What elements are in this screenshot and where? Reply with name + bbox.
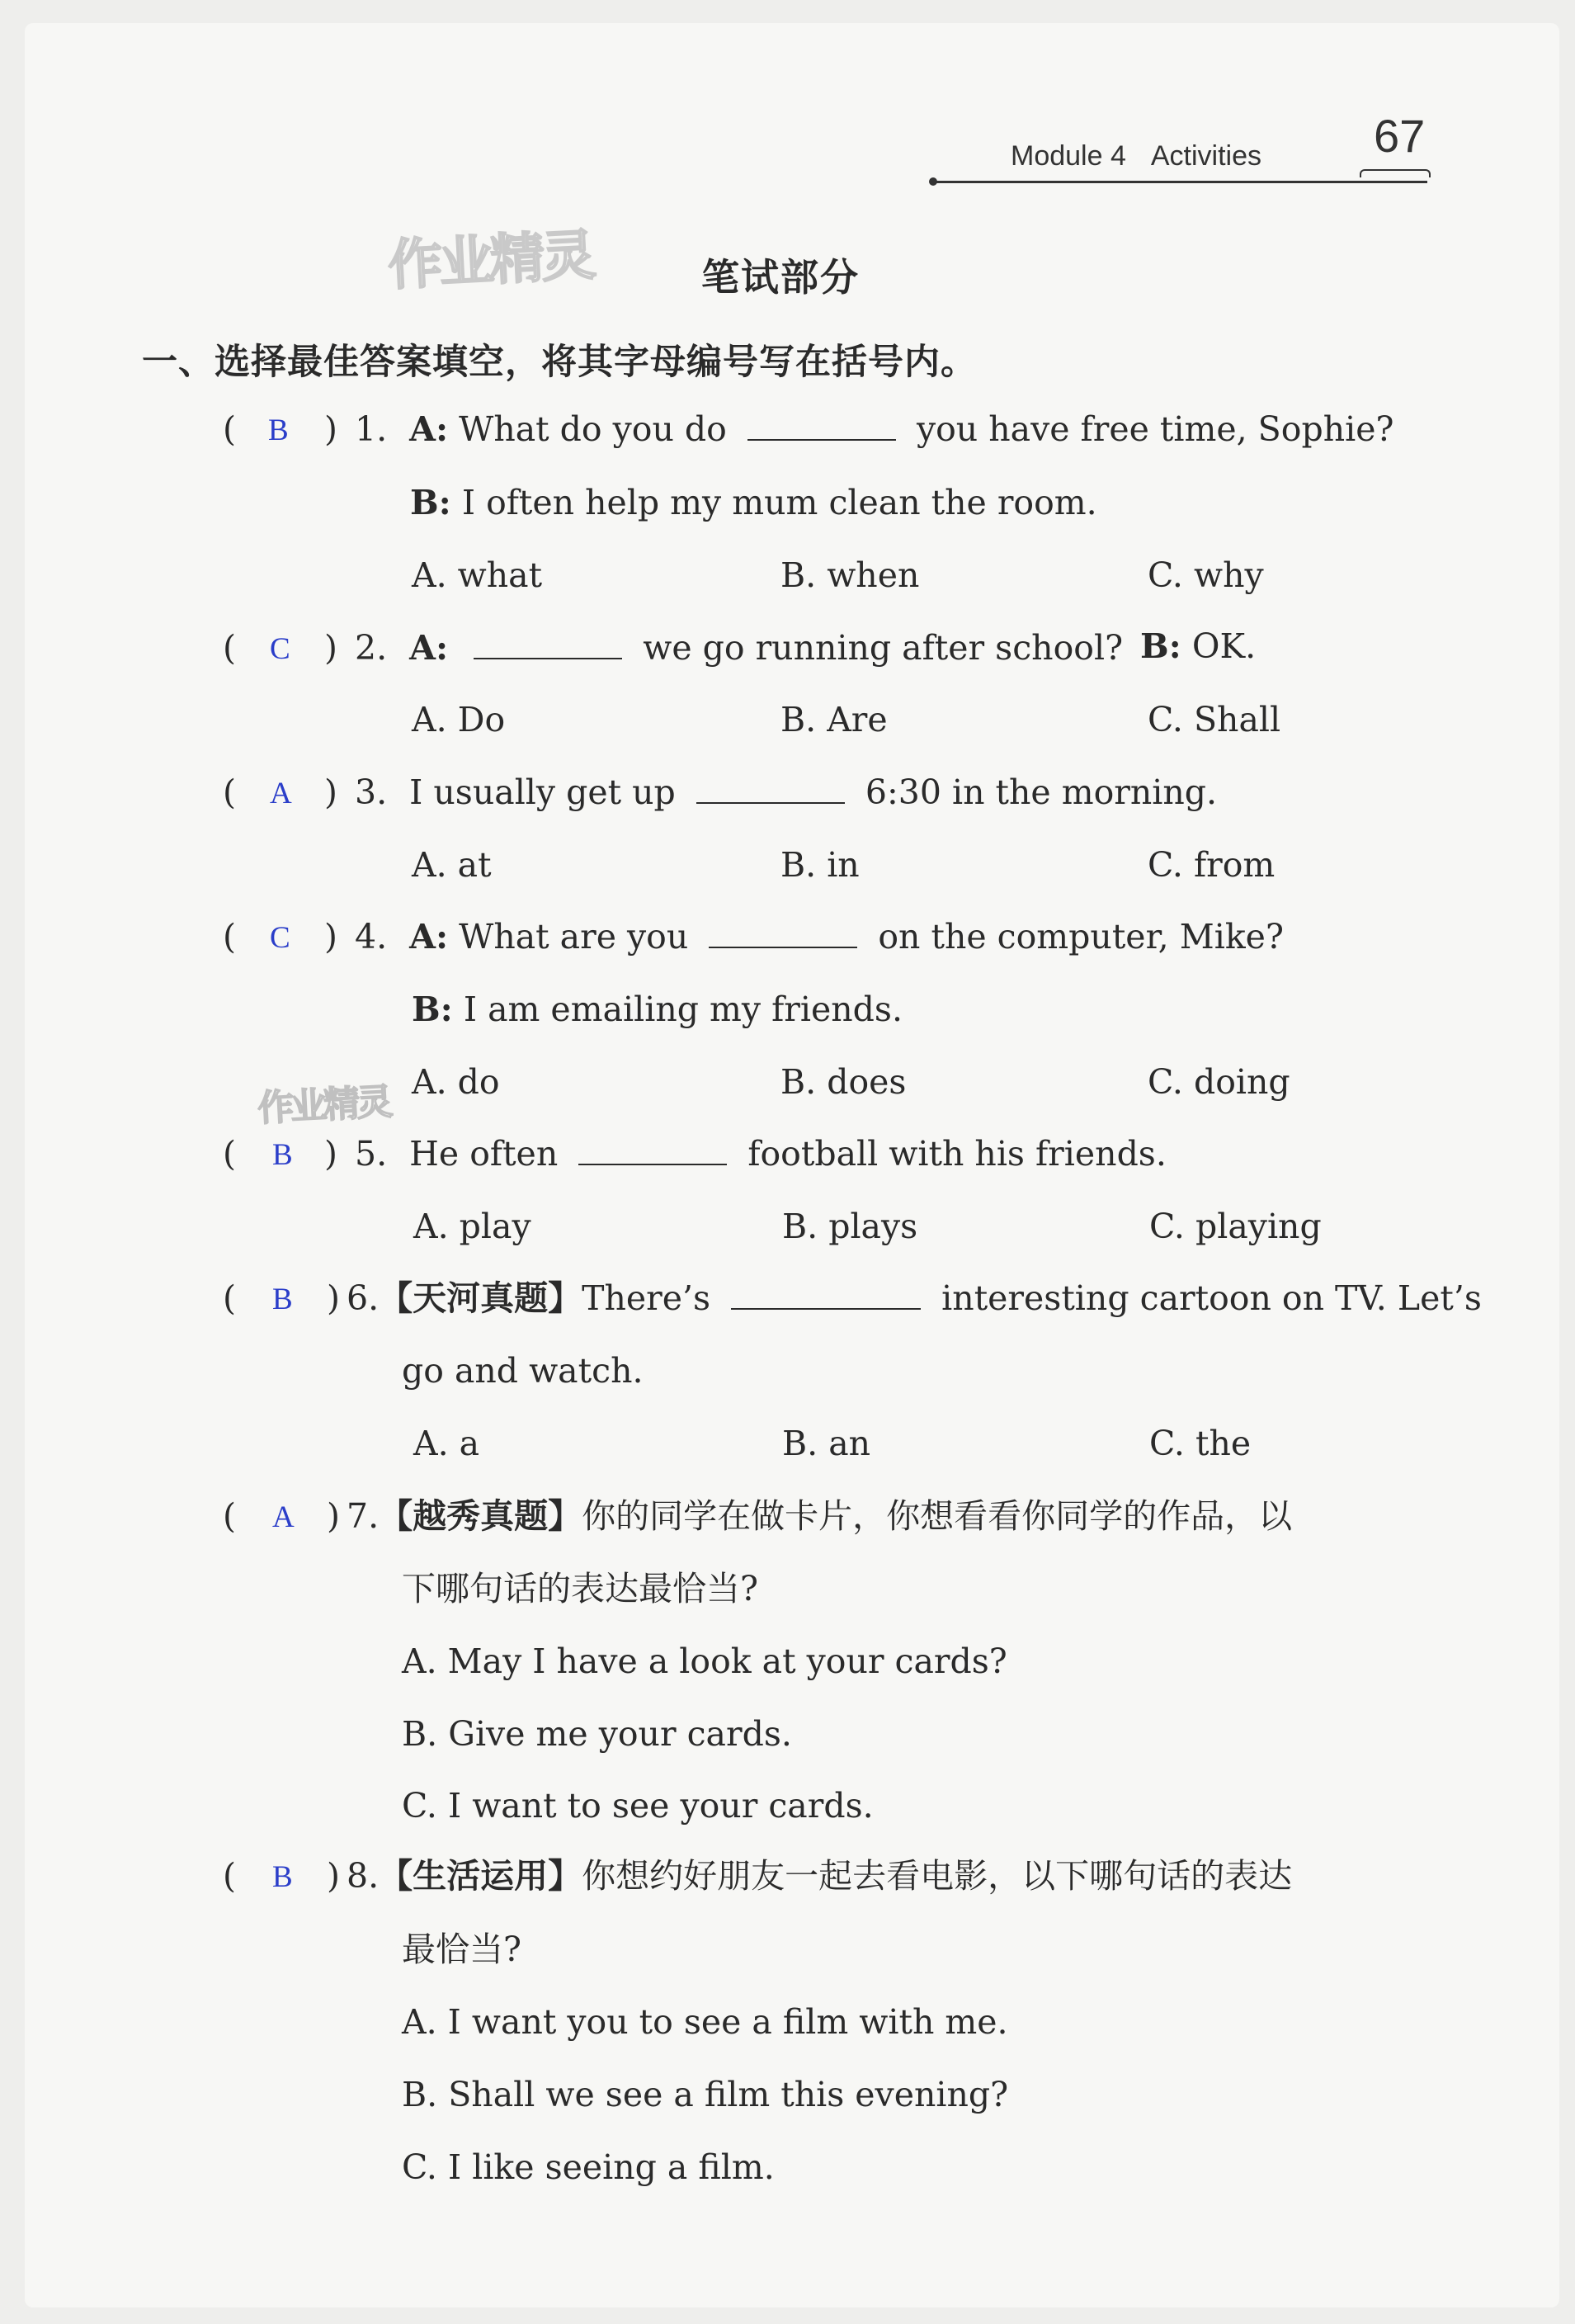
speaker-a: A: <box>409 917 449 957</box>
dialogue-line <box>1140 626 1257 666</box>
answer-mark: C <box>270 921 290 955</box>
answer-mark: B <box>272 1282 293 1316</box>
option-b: B. when <box>780 555 920 595</box>
question-text: There’s <box>582 1278 711 1318</box>
source-tag: 【天河真题】 <box>379 1278 582 1318</box>
answer-paren-close: ) <box>327 1496 340 1536</box>
option-c: C. from <box>1148 845 1276 885</box>
speaker-a: A: <box>409 409 449 449</box>
option-c: C. doing <box>1148 1062 1290 1102</box>
speaker-a: A: <box>409 628 449 668</box>
module-label: Module 4 <box>1011 140 1126 172</box>
option-c: C. playing <box>1149 1207 1322 1246</box>
answer-paren-close: ) <box>327 1278 340 1318</box>
question-text: What do you do <box>459 409 727 449</box>
answer-blank <box>696 777 845 804</box>
option-c: C. I like seeing a film. <box>402 2147 775 2187</box>
answer-mark: A <box>272 1500 295 1534</box>
answer-blank <box>474 633 622 659</box>
option-a: A. what <box>412 555 543 595</box>
header-rule <box>934 181 1427 183</box>
part-heading: 一、选择最佳答案填空，将其字母编号写在括号内。 <box>142 342 977 383</box>
answer-mark: A <box>270 777 292 810</box>
answer-paren-open: ( <box>223 1134 236 1174</box>
question-line <box>355 772 1218 812</box>
source-tag: 【越秀真题】 <box>379 1496 582 1536</box>
option-c: C. Shall <box>1148 700 1281 739</box>
answer-paren-close: ) <box>324 628 337 668</box>
option-a: A. play <box>413 1207 531 1246</box>
answer-mark: B <box>268 413 289 447</box>
dialogue-text: I often help my mum clean the room. <box>461 483 1097 522</box>
header-rule-dot <box>929 177 937 186</box>
answer-paren-open: ( <box>223 1278 236 1318</box>
answer-paren-open: ( <box>223 917 236 957</box>
option-a: A. a <box>413 1424 480 1463</box>
option-b: B. in <box>780 845 860 885</box>
question-line <box>355 917 1284 957</box>
option-c: C. why <box>1148 555 1264 595</box>
question-text: He often <box>409 1134 559 1174</box>
answer-mark: C <box>270 632 290 666</box>
question-text: 你的同学在做卡片，你想看看你同学的作品，以 <box>582 1496 1293 1536</box>
question-text: you have free time, Sophie? <box>916 409 1394 449</box>
answer-paren-close: ) <box>324 1134 337 1174</box>
question-number: 3. <box>355 772 388 812</box>
answer-blank <box>731 1283 921 1310</box>
page-number: 67 <box>1374 110 1426 162</box>
answer-paren-close: ) <box>324 917 337 957</box>
question-number: 6. <box>347 1278 380 1318</box>
question-text: I usually get up <box>409 772 676 812</box>
question-text: we go running after school? <box>643 628 1124 668</box>
question-line <box>355 628 1124 668</box>
question-number: 8. <box>347 1856 380 1896</box>
option-a: A. May I have a look at your cards? <box>402 1641 1007 1681</box>
question-line <box>347 1496 1293 1536</box>
dialogue-line <box>412 990 903 1029</box>
question-text: 你想约好朋友一起去看电影，以下哪句话的表达 <box>582 1856 1293 1896</box>
section-title: 笔试部分 <box>701 255 860 300</box>
option-a: A. do <box>412 1062 500 1102</box>
option-b: B. Shall we see a film this evening? <box>402 2075 1009 2114</box>
question-text: 6:30 in the morning. <box>865 772 1218 812</box>
answer-paren-close: ) <box>327 1856 340 1896</box>
dialogue-text: I am emailing my friends. <box>463 990 903 1029</box>
question-number: 4. <box>355 917 388 957</box>
answer-paren-open: ( <box>223 1496 236 1536</box>
question-text: What are you <box>459 917 689 957</box>
option-a: A. I want you to see a film with me. <box>402 2002 1008 2042</box>
watermark: 作业精灵 <box>386 223 595 298</box>
answer-paren-open: ( <box>223 1856 236 1896</box>
running-header <box>1011 140 1261 172</box>
question-continuation: 最恰当? <box>402 1930 521 1969</box>
speaker-b: B: <box>410 483 451 522</box>
dialogue-text: OK. <box>1191 626 1257 666</box>
unit-label: Activities <box>1150 140 1262 172</box>
answer-paren-close: ) <box>324 409 337 449</box>
question-line <box>347 1278 1482 1318</box>
question-continuation: go and watch. <box>402 1351 644 1391</box>
option-b: B. does <box>780 1062 907 1102</box>
option-a: A. Do <box>412 700 506 739</box>
question-line <box>347 1856 1293 1896</box>
option-b: B. Give me your cards. <box>402 1714 792 1754</box>
answer-paren-open: ( <box>223 772 236 812</box>
option-c: C. the <box>1149 1424 1252 1463</box>
page-number-underline <box>1360 169 1431 177</box>
option-c: C. I want to see your cards. <box>402 1786 874 1826</box>
option-b: B. an <box>782 1424 871 1463</box>
question-line <box>355 409 1394 449</box>
answer-paren-open: ( <box>223 628 236 668</box>
question-continuation: 下哪句话的表达最恰当? <box>402 1569 758 1608</box>
answer-mark: B <box>272 1138 293 1172</box>
question-text: football with his friends. <box>747 1134 1167 1174</box>
answer-mark: B <box>272 1860 293 1894</box>
dialogue-line <box>410 483 1097 522</box>
source-tag: 【生活运用】 <box>379 1856 582 1896</box>
speaker-b: B: <box>412 990 453 1029</box>
answer-paren-close: ) <box>324 772 337 812</box>
answer-blank <box>747 414 896 441</box>
question-line <box>355 1134 1167 1174</box>
answer-blank <box>578 1139 727 1165</box>
question-text: on the computer, Mike? <box>878 917 1284 957</box>
question-number: 7. <box>347 1496 380 1536</box>
watermark: 作业精灵 <box>257 1080 391 1131</box>
option-b: B. Are <box>780 700 888 739</box>
question-number: 1. <box>355 409 388 449</box>
option-a: A. at <box>412 845 492 885</box>
answer-blank <box>709 922 857 948</box>
option-b: B. plays <box>782 1207 918 1246</box>
question-text: interesting cartoon on TV. Let’s <box>941 1278 1482 1318</box>
answer-paren-open: ( <box>223 409 236 449</box>
question-number: 5. <box>355 1134 388 1174</box>
speaker-b: B: <box>1140 626 1181 666</box>
question-number: 2. <box>355 628 388 668</box>
